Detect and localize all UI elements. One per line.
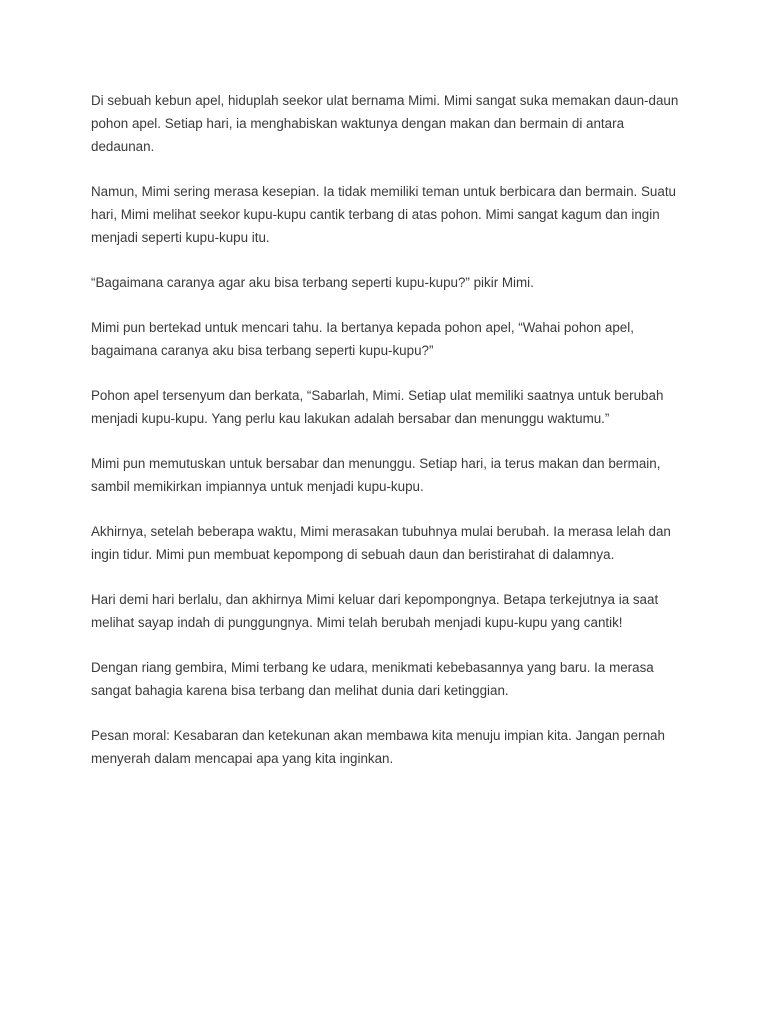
paragraph-10: Pesan moral: Kesabaran dan ketekunan akan membawa kita menuju impian kita. Jangan pernah menyerah dalam mencapai apa yang kita inginkan.: [91, 728, 665, 766]
paragraph-4: Mimi pun bertekad untuk mencari tahu. Ia bertanya kepada pohon apel, “Wahai pohon apel, bagaimana caranya aku bisa terbang seperti kupu-kupu?”: [91, 320, 634, 358]
paragraph-8: Hari demi hari berlalu, dan akhirnya Mimi keluar dari kepompongnya. Betapa terkejutnya ia saat melihat sayap indah di punggungnya. Mimi telah berubah menjadi kupu-kupu yang cantik!: [91, 592, 659, 630]
document-body: [91, 89, 681, 792]
paragraph-6: Mimi pun memutuskan untuk bersabar dan menunggu. Setiap hari, ia terus makan dan bermain, sambil memikirkan impiannya untuk menjadi kupu-kupu.: [91, 456, 661, 494]
paragraph-9: Dengan riang gembira, Mimi terbang ke udara, menikmati kebebasannya yang baru. Ia merasa sangat bahagia karena bisa terbang dan melihat dunia dari ketinggian.: [91, 660, 654, 698]
paragraph-5: Pohon apel tersenyum dan berkata, “Sabarlah, Mimi. Setiap ulat memiliki saatnya untuk berubah menjadi kupu-kupu. Yang perlu kau lakukan adalah bersabar dan menunggu waktumu.”: [91, 388, 664, 426]
paragraph-7: Akhirnya, setelah beberapa waktu, Mimi merasakan tubuhnya mulai berubah. Ia merasa lelah dan ingin tidur. Mimi pun membuat kepompong di sebuah daun dan beristirahat di dalamnya.: [91, 524, 671, 562]
paragraph-2: Namun, Mimi sering merasa kesepian. Ia tidak memiliki teman untuk berbicara dan bermain. Suatu hari, Mimi melihat seekor kupu-kupu cantik terbang di atas pohon. Mimi sangat kagum dan ingin menjadi seperti kupu-kupu itu.: [91, 184, 676, 245]
paragraph-3: “Bagaimana caranya agar aku bisa terbang seperti kupu-kupu?” pikir Mimi.: [91, 275, 534, 290]
paragraph-1: Di sebuah kebun apel, hiduplah seekor ulat bernama Mimi. Mimi sangat suka memakan daun-daun pohon apel. Setiap hari, ia menghabiskan waktunya dengan makan dan bermain di antara dedaunan.: [91, 93, 679, 154]
